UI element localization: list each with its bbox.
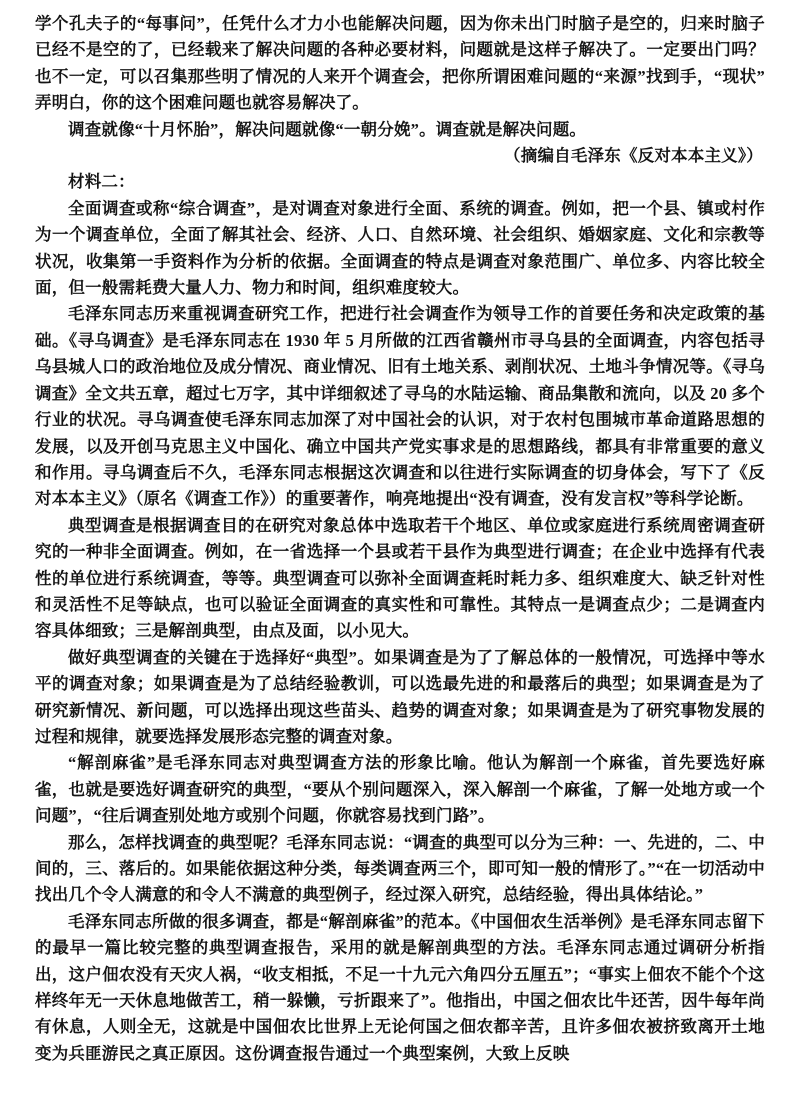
material-two-paragraph-1: 全面调查或称“综合调查”，是对调查对象进行全面、系统的调查。例如，把一个县、镇或村作为一个调查单位，全面了解其社会、经济、人口、自然环境、社会组织、婚姻家庭、文化和宗教等状况，收集第一手资料作为分析的依据。全面调查的特点是调查对象范围广、单位多、内容比较全面，但一般需耗费大量人力、物力和时间，组织难度较大。: [35, 198, 765, 298]
material-two-paragraph-5: “解剖麻雀”是毛泽东同志对典型调查方法的形象比喻。他认为解剖一个麻雀，首先要选好麻雀，也就是要选好调查研究的典型，“要从个别问题深入，深入解剖一个麻雀，了解一处地方或一个问题”，“往后调查别处地方或别个问题，你就容易找到门路”。: [35, 753, 765, 826]
material-two-paragraph-4: 做好典型调查的关键在于选择好“典型”。如果调查是为了了解总体的一般情况，可选择中等水平的调查对象；如果调查是为了总结经验教训，可以选最先进的和最落后的典型；如果调查是为了研究新情况、新问题，可以选择出现这些苗头、趋势的调查对象；如果调查是为了研究事物发展的过程和规律，就要选择发展形态完整的调查对象。: [35, 647, 765, 746]
material-two-paragraph-3: 典型调查是根据调查目的在研究对象总体中选取若干个地区、单位或家庭进行系统周密调查研究的一种非全面调查。例如，在一省选择一个县或若干县作为典型进行调查；在企业中选择有代表性的单位进行系统调查，等等。典型调查可以弥补全面调查耗时耗力多、组织难度大、缺乏针对性和灵活性不足等缺点，也可以验证全面调查的真实性和可靠性。其特点一是调查点少；二是调查内容具体细致；三是解剖典型，由点及面，以小见大。: [35, 515, 765, 641]
material-two-paragraph-6: 那么，怎样找调查的典型呢？毛泽东同志说：“调查的典型可以分为三种：一、先进的，二、中间的，三、落后的。如果能依据这种分类，每类调查两三个，即可知一般的情形了。”“在一切活动中找出几个令人满意的和令人不满意的典型例子，经过深入研究，总结经验，得出具体结论。”: [35, 832, 765, 905]
material-one-closing-paragraph: 调查就像“十月怀胎”，解决问题就像“一朝分娩”。调查就是解决问题。: [68, 119, 587, 139]
material-two-paragraph-7: 毛泽东同志所做的很多调查，都是“解剖麻雀”的范本。《中国佃农生活举例》是毛泽东同志留下的最早一篇比较完整的典型调查报告，采用的就是解剖典型的方法。毛泽东同志通过调研分析指出，这户佃农没有天灾人祸，“收支相抵，不足一十九元六角四分五厘五”；“事实上佃农不能个个这样终年无一天休息地做苦工，稍一躲懒，亏折跟来了”。他指出，中国之佃农比牛还苦，因牛每年尚有休息，人则全无，这就是中国佃农比世界上无论何国之佃农都辛苦，且许多佃农被挤致离开土地变为兵匪游民之真正原因。这份调查报告通过一个典型案例，大致上反映: [35, 911, 765, 1063]
attribution-line: （摘编自毛泽东《反对本本主义》）: [504, 146, 763, 166]
material-two-paragraph-2: 毛泽东同志历来重视调查研究工作，把进行社会调查作为领导工作的首要任务和决定政策的基础。《寻乌调查》是毛泽东同志在 1930 年 5 月所做的江西省赣州市寻乌县的全面调查，内容包括寻乌县城人口的政治地位及成分情况、商业情况、旧有土地关系、剥削状况、土地斗争情况等。《寻乌调查》全文共五章，超过七万字，其中详细叙述了寻乌的水陆运输、商品集散和流向，以及 20 多个行业的状况。寻乌调查使毛泽东同志加深了对中国社会的认识，对于农村包围城市革命道路思想的发展，以及开创马克思主义中国化、确立中国共产党实事求是的思想路线，都具有非常重要的意义和作用。寻乌调查后不久，毛泽东同志根据这次调查和以往进行实际调查的切身体会，写下了《反对本本主义》（原名《调查工作》）的重要著作，响亮地提出“没有调查，没有发言权”等科学论断。: [35, 304, 765, 509]
material-two-heading: 材料二：: [68, 172, 135, 192]
material-one-continuation-paragraph: 学个孔夫子的“每事问”，任凭什么才力小也能解决问题，因为你未出门时脑子是空的，归来时脑子已经不是空的了，已经载来了解决问题的各种必要材料，问题就是这样子解决了。一定要出门吗？也不一定，可以召集那些明了情况的人来开个调查会，把你所谓困难问题的“来源”找到手，“现状”弄明白，你的这个困难问题也就容易解决了。: [35, 14, 765, 113]
